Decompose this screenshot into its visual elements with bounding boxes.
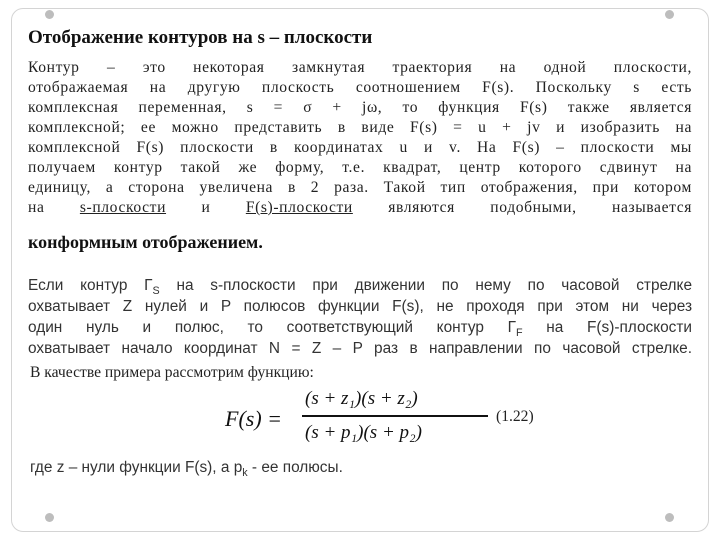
- formula-numerator: (s + z₁)(s + z₂): [305, 388, 418, 409]
- paragraph-line: Контур – это некоторая замкнутая траектория на одной плоскости,: [28, 59, 692, 76]
- corner-dot: [665, 10, 674, 19]
- text-segment: где z – нули функции F(s), а p: [30, 459, 243, 476]
- fraction-bar: [302, 415, 488, 417]
- example-intro: В качестве примера рассмотрим функцию:: [30, 364, 314, 381]
- text-segment: - ее полюсы.: [247, 459, 343, 476]
- paragraph-line: охватывает Z нулей и P полюсов функции F(s), не проходя при этом ни через: [28, 298, 692, 315]
- paragraph-line: отображаемая на другую плоскость соотношением F(s). Поскольку s есть: [28, 79, 692, 96]
- paragraph-line: [28, 317, 692, 338]
- paragraph-line: [28, 275, 692, 296]
- subscript: S: [152, 285, 160, 298]
- paragraph-contour-mapping: [28, 58, 692, 218]
- text-segment: и: [166, 199, 246, 216]
- paragraph-line: комплексной; ее можно представить в виде F(s) = u + jv и изобразить на: [28, 119, 692, 136]
- paragraph-line: охватывает начало координат N = Z – P раз в направлении по часовой стрелке.: [28, 340, 692, 357]
- paragraph-line: комплексная переменная, s = σ + jω, то функция F(s) также является: [28, 99, 692, 116]
- transfer-function-formula: [225, 384, 475, 454]
- corner-dot: [665, 513, 674, 522]
- equation-number: (1.22): [496, 408, 534, 425]
- term-fs-plane: F(s)-плоскости: [245, 199, 353, 216]
- term-s-plane: s-плоскости: [79, 199, 167, 216]
- formula-lhs: F(s) =: [225, 406, 282, 431]
- paragraph-line: комплексной F(s) плоскости в координатах u и v. На F(s) – плоскости мы: [28, 139, 692, 156]
- text-segment: на s-плоскости при движении по нему по часовой стрелке: [159, 277, 693, 294]
- paragraph-line: единицу, а сторона увеличена в 2 раза. Такой тип отображения, при котором: [28, 179, 692, 196]
- paragraph-encirclement: [28, 275, 692, 359]
- paragraph-line: получаем контур такой же форму, т.е. квадрат, центр которого сдвинут на: [28, 159, 692, 176]
- subscript: k: [242, 467, 248, 480]
- slide-title: Отображение контуров на s – плоскости: [28, 27, 373, 48]
- formula-denominator: (s + p₁)(s + p₂): [305, 422, 422, 443]
- corner-dot: [45, 513, 54, 522]
- conformal-mapping-term: конформным отображением.: [28, 232, 263, 252]
- subscript: F: [515, 327, 523, 340]
- text-segment: один нуль и полюс, то соответствующий контур Г: [28, 319, 516, 336]
- text-segment: на F(s)-плоскости: [522, 319, 693, 336]
- text-segment: на: [28, 199, 80, 216]
- corner-dot: [45, 10, 54, 19]
- paragraph-line-last: [28, 198, 692, 218]
- text-segment: Если контур Г: [28, 277, 153, 294]
- text-segment: являются подобными, называется: [352, 199, 693, 216]
- zeros-poles-note: [30, 459, 343, 479]
